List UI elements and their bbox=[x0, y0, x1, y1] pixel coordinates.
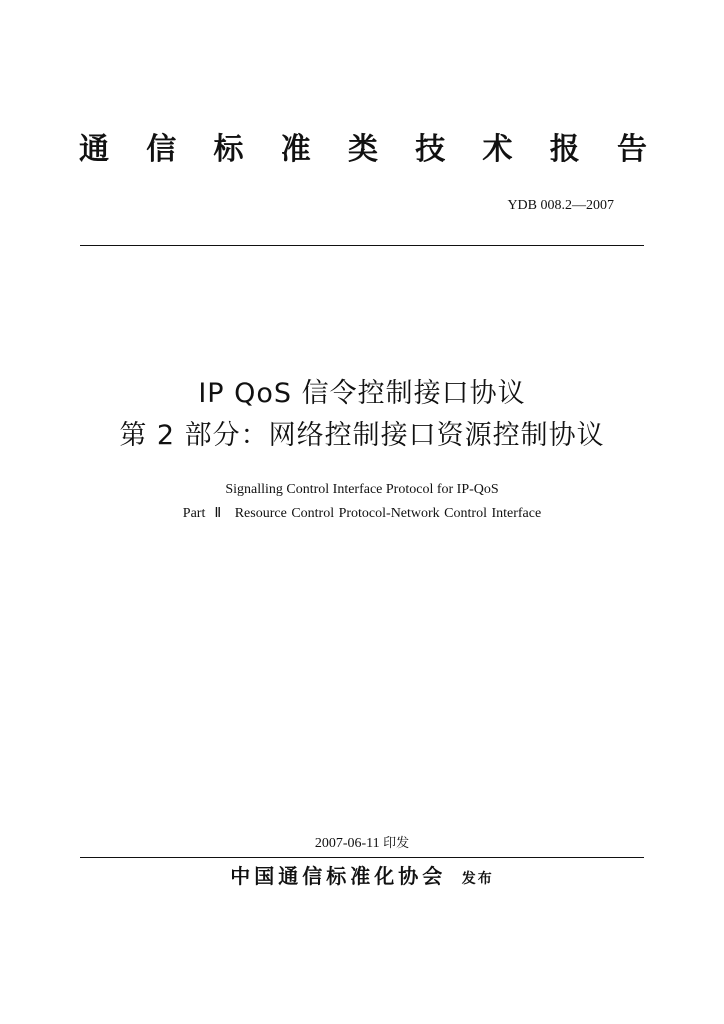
document-code: YDB 008.2—2007 bbox=[507, 198, 614, 213]
issue-date-line bbox=[0, 835, 724, 853]
doc-type-char: 信 bbox=[146, 132, 177, 167]
document-type-heading bbox=[78, 130, 648, 170]
top-divider bbox=[80, 245, 644, 246]
doc-type-char: 标 bbox=[213, 132, 244, 167]
publish-label: 发布 bbox=[461, 871, 494, 887]
title-english-line-1: Signalling Control Interface Protocol for IP-QoS bbox=[225, 482, 499, 497]
doc-type-char: 技 bbox=[415, 132, 446, 167]
doc-type-char: 告 bbox=[617, 132, 647, 167]
doc-type-char: 通 bbox=[79, 132, 109, 167]
issue-label: 印发 bbox=[383, 836, 410, 851]
title-chinese-line-1: IP QoS 信令控制接口协议 bbox=[198, 378, 526, 409]
issue-date: 2007-06-11 bbox=[314, 836, 380, 851]
doc-type-char: 术 bbox=[482, 132, 513, 167]
doc-type-char: 类 bbox=[348, 132, 378, 167]
title-chinese-line-2: 第 2 部分：网络控制接口资源控制协议 bbox=[119, 420, 605, 451]
publisher-name: 中国通信标准化协会 bbox=[230, 864, 447, 888]
doc-type-char: 报 bbox=[549, 132, 580, 167]
bottom-divider bbox=[80, 857, 644, 858]
doc-type-char: 准 bbox=[280, 132, 311, 167]
publisher-line bbox=[0, 862, 724, 890]
title-english-line-2: Part Ⅱ Resource Control Protocol-Network Control Interface bbox=[182, 506, 542, 521]
